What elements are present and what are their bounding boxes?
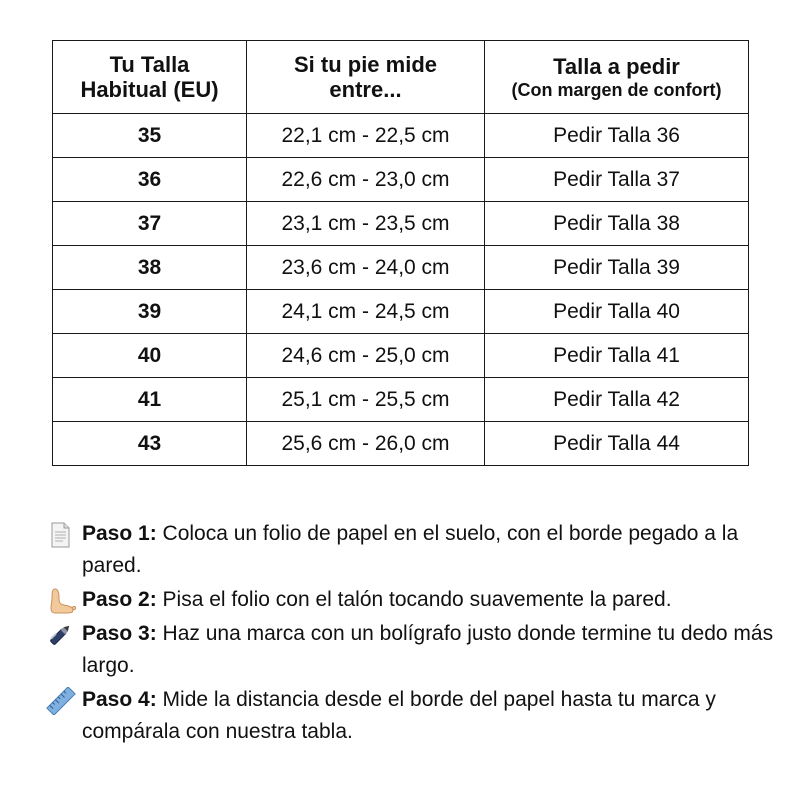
foot-icon: [46, 587, 76, 615]
table-row: [53, 114, 749, 158]
cell-size-to-order: Pedir Talla 38: [485, 202, 749, 246]
cell-size-to-order: Pedir Talla 44: [485, 422, 749, 466]
pen-icon: [46, 621, 76, 649]
cell-size-to-order: Pedir Talla 36: [485, 114, 749, 158]
table-row: [53, 202, 749, 246]
header-line: Talla a pedir: [553, 53, 680, 79]
cell-size-to-order: Pedir Talla 39: [485, 246, 749, 290]
step-text: Mide la distancia desde el borde del papel hasta tu marca y compárala con nuestra tabla.: [82, 688, 716, 743]
table-row: [53, 422, 749, 466]
table-row: [53, 158, 749, 202]
header-line: Habitual (EU): [80, 77, 219, 102]
cell-foot-length: 25,1 cm - 25,5 cm: [247, 378, 485, 422]
instruction-step: [46, 584, 776, 616]
table-header-row: [53, 41, 749, 114]
table-row: [53, 334, 749, 378]
table-row: [53, 378, 749, 422]
cell-foot-length: 25,6 cm - 26,0 cm: [247, 422, 485, 466]
instruction-step: [46, 684, 776, 748]
cell-foot-length: 22,1 cm - 22,5 cm: [247, 114, 485, 158]
cell-habitual-size: 37: [53, 202, 247, 246]
cell-size-to-order: Pedir Talla 40: [485, 290, 749, 334]
cell-size-to-order: Pedir Talla 37: [485, 158, 749, 202]
step-label: Paso 2:: [82, 588, 157, 611]
instruction-step: [46, 518, 776, 582]
header-habitual-size: [53, 41, 247, 114]
cell-habitual-size: 40: [53, 334, 247, 378]
size-table: [52, 40, 749, 466]
cell-foot-length: 24,1 cm - 24,5 cm: [247, 290, 485, 334]
table-row: [53, 290, 749, 334]
cell-foot-length: 23,6 cm - 24,0 cm: [247, 246, 485, 290]
header-line: entre...: [329, 77, 402, 102]
step-label: Paso 1:: [82, 522, 157, 545]
header-subline: (Con margen de confort): [511, 79, 722, 100]
header-line: Si tu pie mide: [293, 52, 438, 77]
cell-habitual-size: 35: [53, 114, 247, 158]
cell-habitual-size: 39: [53, 290, 247, 334]
cell-habitual-size: 43: [53, 422, 247, 466]
cell-size-to-order: Pedir Talla 41: [485, 334, 749, 378]
cell-habitual-size: 36: [53, 158, 247, 202]
cell-foot-length: 24,6 cm - 25,0 cm: [247, 334, 485, 378]
header-size-to-order: [485, 41, 749, 114]
ruler-icon: [46, 687, 76, 715]
cell-foot-length: 23,1 cm - 23,5 cm: [247, 202, 485, 246]
cell-foot-length: 22,6 cm - 23,0 cm: [247, 158, 485, 202]
page-icon: [46, 521, 76, 549]
cell-habitual-size: 38: [53, 246, 247, 290]
cell-size-to-order: Pedir Talla 42: [485, 378, 749, 422]
step-text: Coloca un folio de papel en el suelo, con el borde pegado a la pared.: [82, 522, 739, 577]
step-label: Paso 3:: [82, 622, 157, 645]
header-line: Tu Talla: [109, 52, 190, 77]
header-foot-length: [247, 41, 485, 114]
table-row: [53, 246, 749, 290]
instructions: [46, 518, 776, 750]
step-label: Paso 4:: [82, 688, 157, 711]
cell-habitual-size: 41: [53, 378, 247, 422]
instruction-step: [46, 618, 776, 682]
step-text: Haz una marca con un bolígrafo justo donde termine tu dedo más largo.: [82, 622, 774, 677]
step-text: Pisa el folio con el talón tocando suavemente la pared.: [156, 588, 672, 611]
